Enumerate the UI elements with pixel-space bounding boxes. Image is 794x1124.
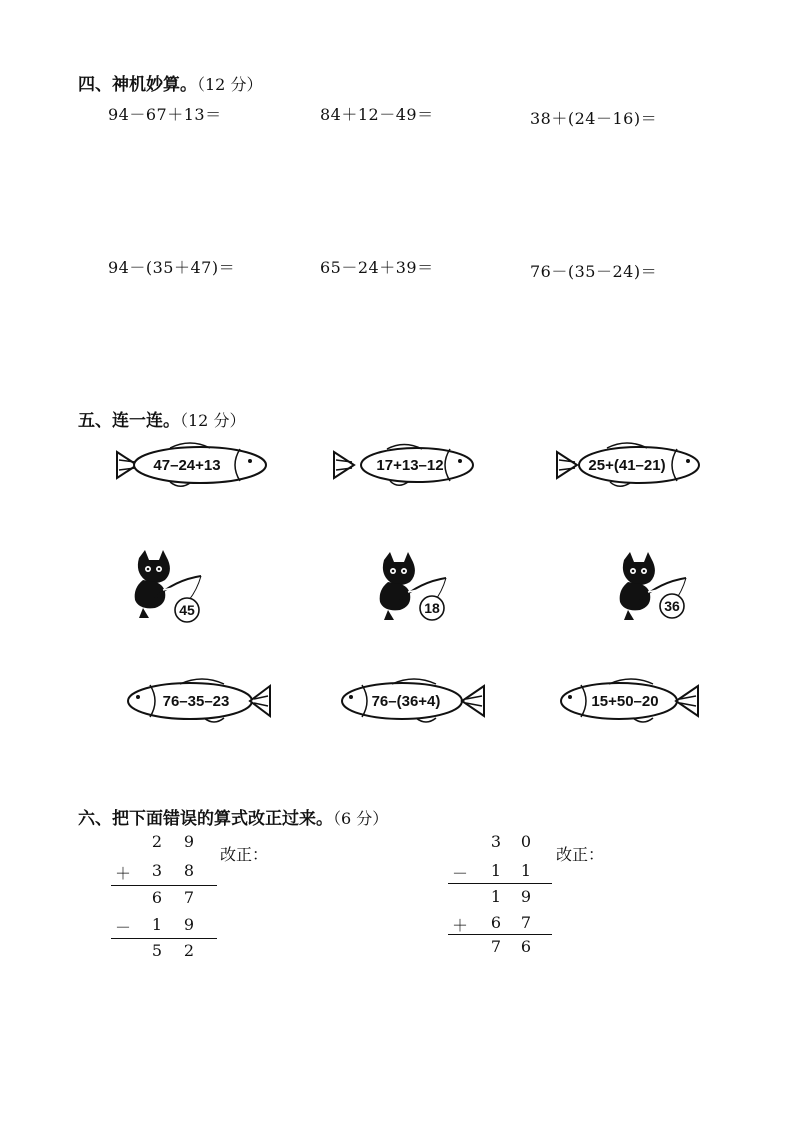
expression: 65－24＋39＝ <box>320 258 434 277</box>
fish-expression: 25+(41–21) <box>588 457 666 474</box>
cat-number: 45 <box>179 602 195 618</box>
result-line <box>111 885 217 886</box>
digit: 3 <box>151 861 163 880</box>
fish-bottom-3[interactable] <box>555 676 700 726</box>
digit: 6 <box>151 888 163 907</box>
operator: ＋ <box>451 916 468 935</box>
result-line <box>448 934 552 935</box>
expression: 76－(35－24)＝ <box>530 262 658 281</box>
cat-fishing-3[interactable] <box>610 550 695 630</box>
operator: － <box>114 918 131 937</box>
cat-fishing-1[interactable] <box>125 548 210 628</box>
digit: 8 <box>183 861 195 880</box>
result-line <box>111 938 217 939</box>
cat-number: 18 <box>424 600 440 616</box>
section-5-title: 五、连一连。 <box>78 411 180 431</box>
expression: 94－67＋13＝ <box>108 105 222 124</box>
vertical-problem-1 <box>105 832 220 972</box>
digit: 9 <box>183 832 195 851</box>
section-4-heading <box>78 70 262 95</box>
digit: 1 <box>151 915 163 934</box>
section-4-score: （12 分） <box>197 75 263 94</box>
digit: 0 <box>520 832 532 851</box>
fish-bottom-2[interactable] <box>336 676 486 726</box>
digit: 3 <box>490 832 502 851</box>
fish-top-3[interactable] <box>555 440 705 490</box>
digit: 7 <box>183 888 195 907</box>
fish-expression: 15+50–20 <box>591 693 659 710</box>
digit: 6 <box>520 937 532 956</box>
digit: 7 <box>490 937 502 956</box>
fish-expression: 17+13–12 <box>376 457 444 474</box>
operator: － <box>451 864 468 883</box>
fish-expression: 47–24+13 <box>153 457 221 474</box>
section-5-score: （12 分） <box>180 411 246 430</box>
expression: 84＋12－49＝ <box>320 105 434 124</box>
correction-label: 改正： <box>556 845 605 864</box>
fish-bottom-1[interactable] <box>120 676 272 726</box>
digit: 7 <box>520 913 532 932</box>
digit: 9 <box>520 887 532 906</box>
digit: 2 <box>151 832 163 851</box>
fish-top-2[interactable] <box>332 440 487 490</box>
digit: 1 <box>490 861 502 880</box>
digit: 5 <box>151 941 163 960</box>
digit: 6 <box>490 913 502 932</box>
digit: 2 <box>183 941 195 960</box>
section-6-title: 六、把下面错误的算式改正过来。 <box>78 809 333 829</box>
operator: ＋ <box>114 864 131 883</box>
cat-number: 36 <box>664 598 680 614</box>
digit: 9 <box>183 915 195 934</box>
expression: 38＋(24－16)＝ <box>530 109 658 128</box>
section-4-title: 四、神机妙算。 <box>78 75 197 95</box>
correction-label: 改正： <box>220 845 269 864</box>
fish-expression: 76–35–23 <box>162 693 230 710</box>
cat-fishing-2[interactable] <box>370 550 455 630</box>
expression: 94－(35＋47)＝ <box>108 258 236 277</box>
section-5-heading <box>78 406 245 431</box>
result-line <box>448 883 552 884</box>
digit: 1 <box>490 887 502 906</box>
fish-expression: 76–(36+4) <box>371 693 441 710</box>
digit: 1 <box>520 861 532 880</box>
section-6-score: （6 分） <box>333 809 389 828</box>
vertical-problem-2 <box>440 832 555 972</box>
section-6-heading <box>78 804 388 829</box>
fish-top-1[interactable] <box>115 440 270 490</box>
